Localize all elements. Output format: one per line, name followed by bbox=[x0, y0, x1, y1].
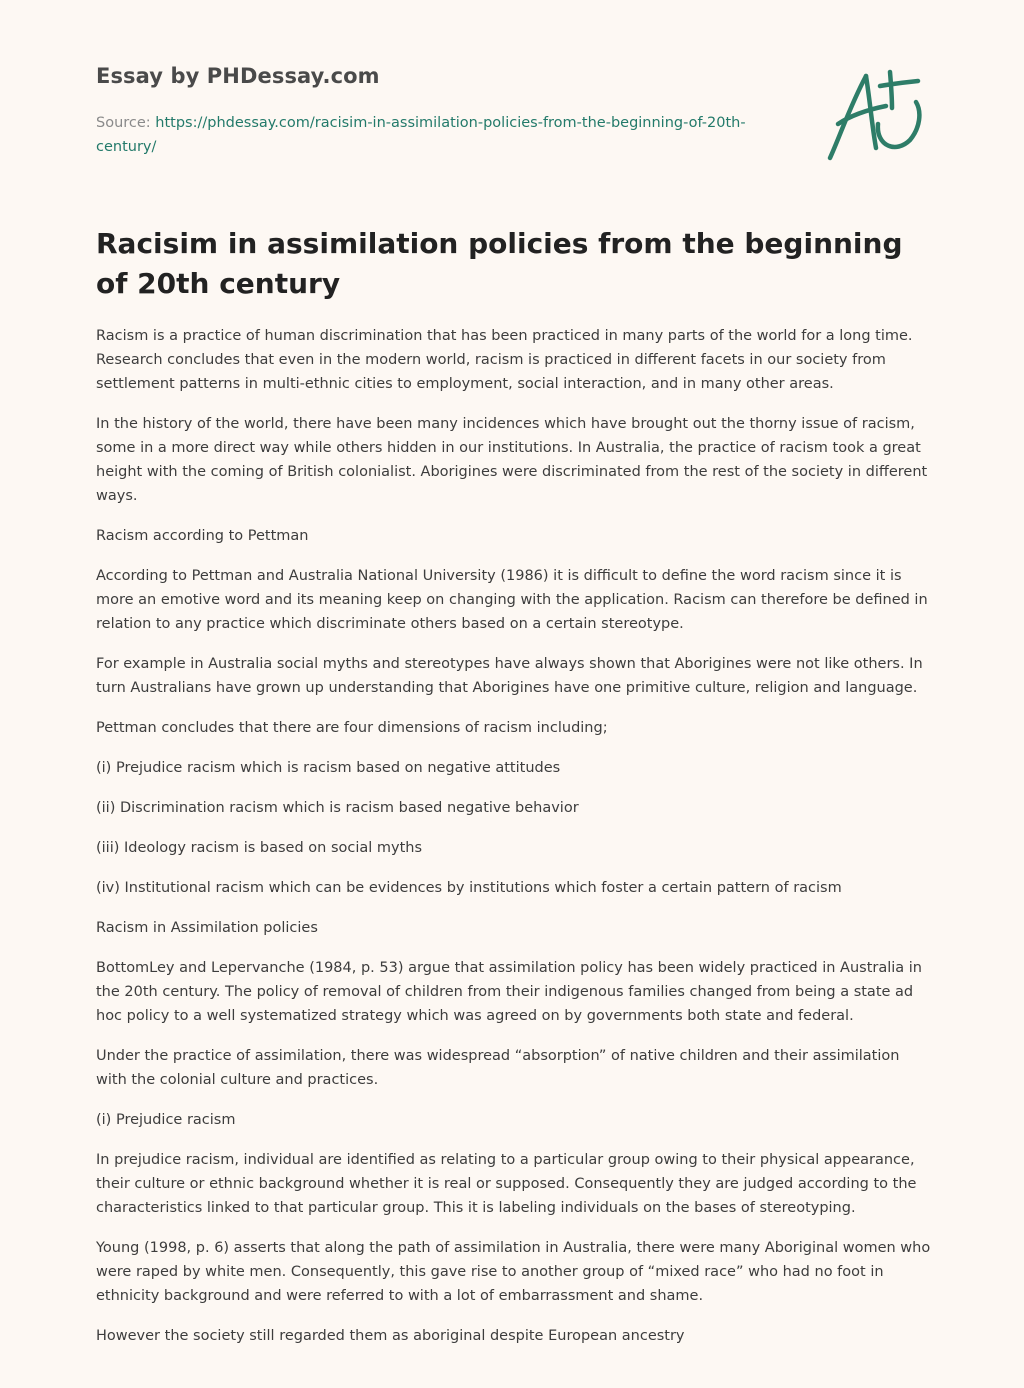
list-item: (i) Prejudice racism which is racism based on negative attitudes bbox=[96, 760, 561, 776]
section-heading: Racism in Assimilation policies bbox=[96, 920, 318, 936]
source-line bbox=[96, 111, 756, 159]
paragraph: Under the practice of assimilation, there was widespread “absorption” of native children and their assimilation with the colonial culture and practices. bbox=[96, 1048, 900, 1088]
site-brand: Essay by PHDessay.com bbox=[96, 64, 380, 88]
paragraph: BottomLey and Lepervanche (1984, p. 53) argue that assimilation policy has been widely practiced in Australia in the 20th century. The policy of removal of children from their indigenous families changed from being a state ad hoc policy to a well systematized strategy which was agreed on by governments both state and federal. bbox=[96, 960, 922, 1024]
paragraph: For example in Australia social myths and stereotypes have always shown that Aborigines were not like others. In turn Australians have grown up understanding that Aborigines have one primitive culture, religion and language. bbox=[96, 656, 923, 696]
article-body bbox=[96, 324, 932, 1364]
section-heading: Racism according to Pettman bbox=[96, 528, 309, 544]
article-title: Racisim in assimilation policies from the beginning of 20th century bbox=[96, 227, 903, 300]
section-heading: (i) Prejudice racism bbox=[96, 1112, 236, 1128]
paragraph: Pettman concludes that there are four dimensions of racism including; bbox=[96, 720, 608, 736]
list-item: (iv) Institutional racism which can be evidences by institutions which foster a certain pattern of racism bbox=[96, 880, 842, 896]
paragraph: Young (1998, p. 6) asserts that along the path of assimilation in Australia, there were many Aboriginal women who were raped by white men. Consequently, this gave rise to another group of “mixed race” who had no foot in ethnicity background and were referred to with a lot of embarrassment and shame. bbox=[96, 1240, 931, 1304]
list-item: (ii) Discrimination racism which is racism based negative behavior bbox=[96, 800, 579, 816]
paragraph: In the history of the world, there have been many incidences which have brought out the thorny issue of racism, some in a more direct way while others hidden in our institutions. In Australia, the practice of racism took a great height with the coming of British colonialist. Aborigines were discriminated from the rest of the society in different ways. bbox=[96, 416, 928, 504]
a-plus-logo-icon bbox=[820, 66, 930, 166]
paragraph: In prejudice racism, individual are identified as relating to a particular group owing to their physical appearance, their culture or ethnic background whether it is real or supposed. Consequently they are judged according to the characteristics linked to that particular group. This it is labeling individuals on the bases of stereotyping. bbox=[96, 1152, 917, 1216]
paragraph: According to Pettman and Australia National University (1986) it is difficult to define the word racism since it is more an emotive word and its meaning keep on changing with the application. Racism can therefore be defined in relation to any practice which discriminate others based on a certain stereotype. bbox=[96, 568, 928, 632]
paragraph: However the society still regarded them as aboriginal despite European ancestry bbox=[96, 1328, 685, 1344]
list-item: (iii) Ideology racism is based on social myths bbox=[96, 840, 423, 856]
source-label: Source: bbox=[96, 115, 156, 131]
source-link[interactable]: https://phdessay.com/racisim-in-assimilation-policies-from-the-beginning-of-20th-century/ bbox=[96, 115, 746, 155]
paragraph: Racism is a practice of human discrimination that has been practiced in many parts of the world for a long time. Research concludes that even in the modern world, racism is practiced in different facets in our society from settlement patterns in multi-ethnic cities to employment, social interaction, and in many other areas. bbox=[96, 328, 913, 392]
